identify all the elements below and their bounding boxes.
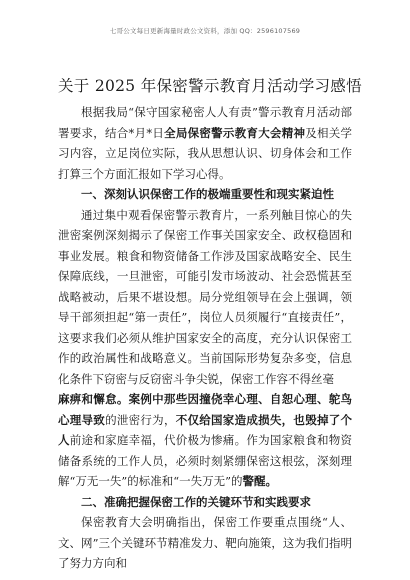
paragraph-2-text-2: 前途和家庭幸福，代价极为惨痛。作为国家粮食和物资储备系统的工作人员，必须时刻紧绷保密这根弦，深刻理解“万无一失”的标准和“一失万无”的 [58, 433, 353, 488]
intro-paragraph [58, 102, 352, 184]
paragraph-2-bold-2: 不仅给国家造成损失，也毁掉了个人 [58, 412, 353, 447]
section-heading-2: 二、准确把握保密工作的关键环节和实践要求 [81, 494, 311, 509]
paragraph-2-text-1: 的泄密行为， [105, 412, 176, 427]
intro-bold-text: 全局保密警示教育大会精神 [164, 125, 306, 140]
paragraph-2-bold-3: 警醒。 [242, 474, 278, 488]
paragraph-2 [58, 389, 352, 492]
paragraph-3: 保密教育大会明确指出，保密工作要重点围绕“人、文、网”三个关键环节精准发力、靶向施策，这为我们指明了努力方向和 [58, 515, 352, 570]
document-body [58, 76, 362, 574]
intro-text-1: 根据我局“保守国家秘密人人有责”警示教育月活动部署要求，结合*月*日 [58, 105, 352, 140]
paragraph-2-bold-1: 麻痹和懈怠。案例中那些因撞侥幸心理、自恕心理、鸵鸟心理导致 [58, 392, 352, 427]
document-title: 关于 2025 年保密警示教育月活动学习感悟 [58, 77, 362, 95]
paragraph-1: 通过集中观看保密警示教育片，一系列触目惊心的失泄密案例深刻揭示了保密工作事关国家安全、政权稳固和事业发展。粮食和物资储备工作涉及国家战略安全、民生保障底线，一旦泄密，可能引发市场波动、社会恐慌甚至战略被动，后果不堪设想。局分党组领导在会上强调，领导干部须担起“第一责任”，岗位人员须履行“直接责任”，这要求我们必须从维护国家安全的高度，充分认识保密工作的政治属性和战略意义。当前国际形势复杂多变，信息化条件下窃密与反窃密斗争尖锐，保密工作容不得丝毫 [58, 207, 352, 386]
section-heading-1: 一、深刻认识保密工作的极端重要性和现实紧迫性 [81, 187, 334, 201]
header-note: 七哥公文每日更新海量时政公文资料，添加 QQ：2596107569 [109, 27, 301, 35]
intro-text-2: 及相关学习内容，立足岗位实际，我从思想认识、切身体会和工作打算三个方面汇报如下学习心得。 [58, 125, 353, 181]
